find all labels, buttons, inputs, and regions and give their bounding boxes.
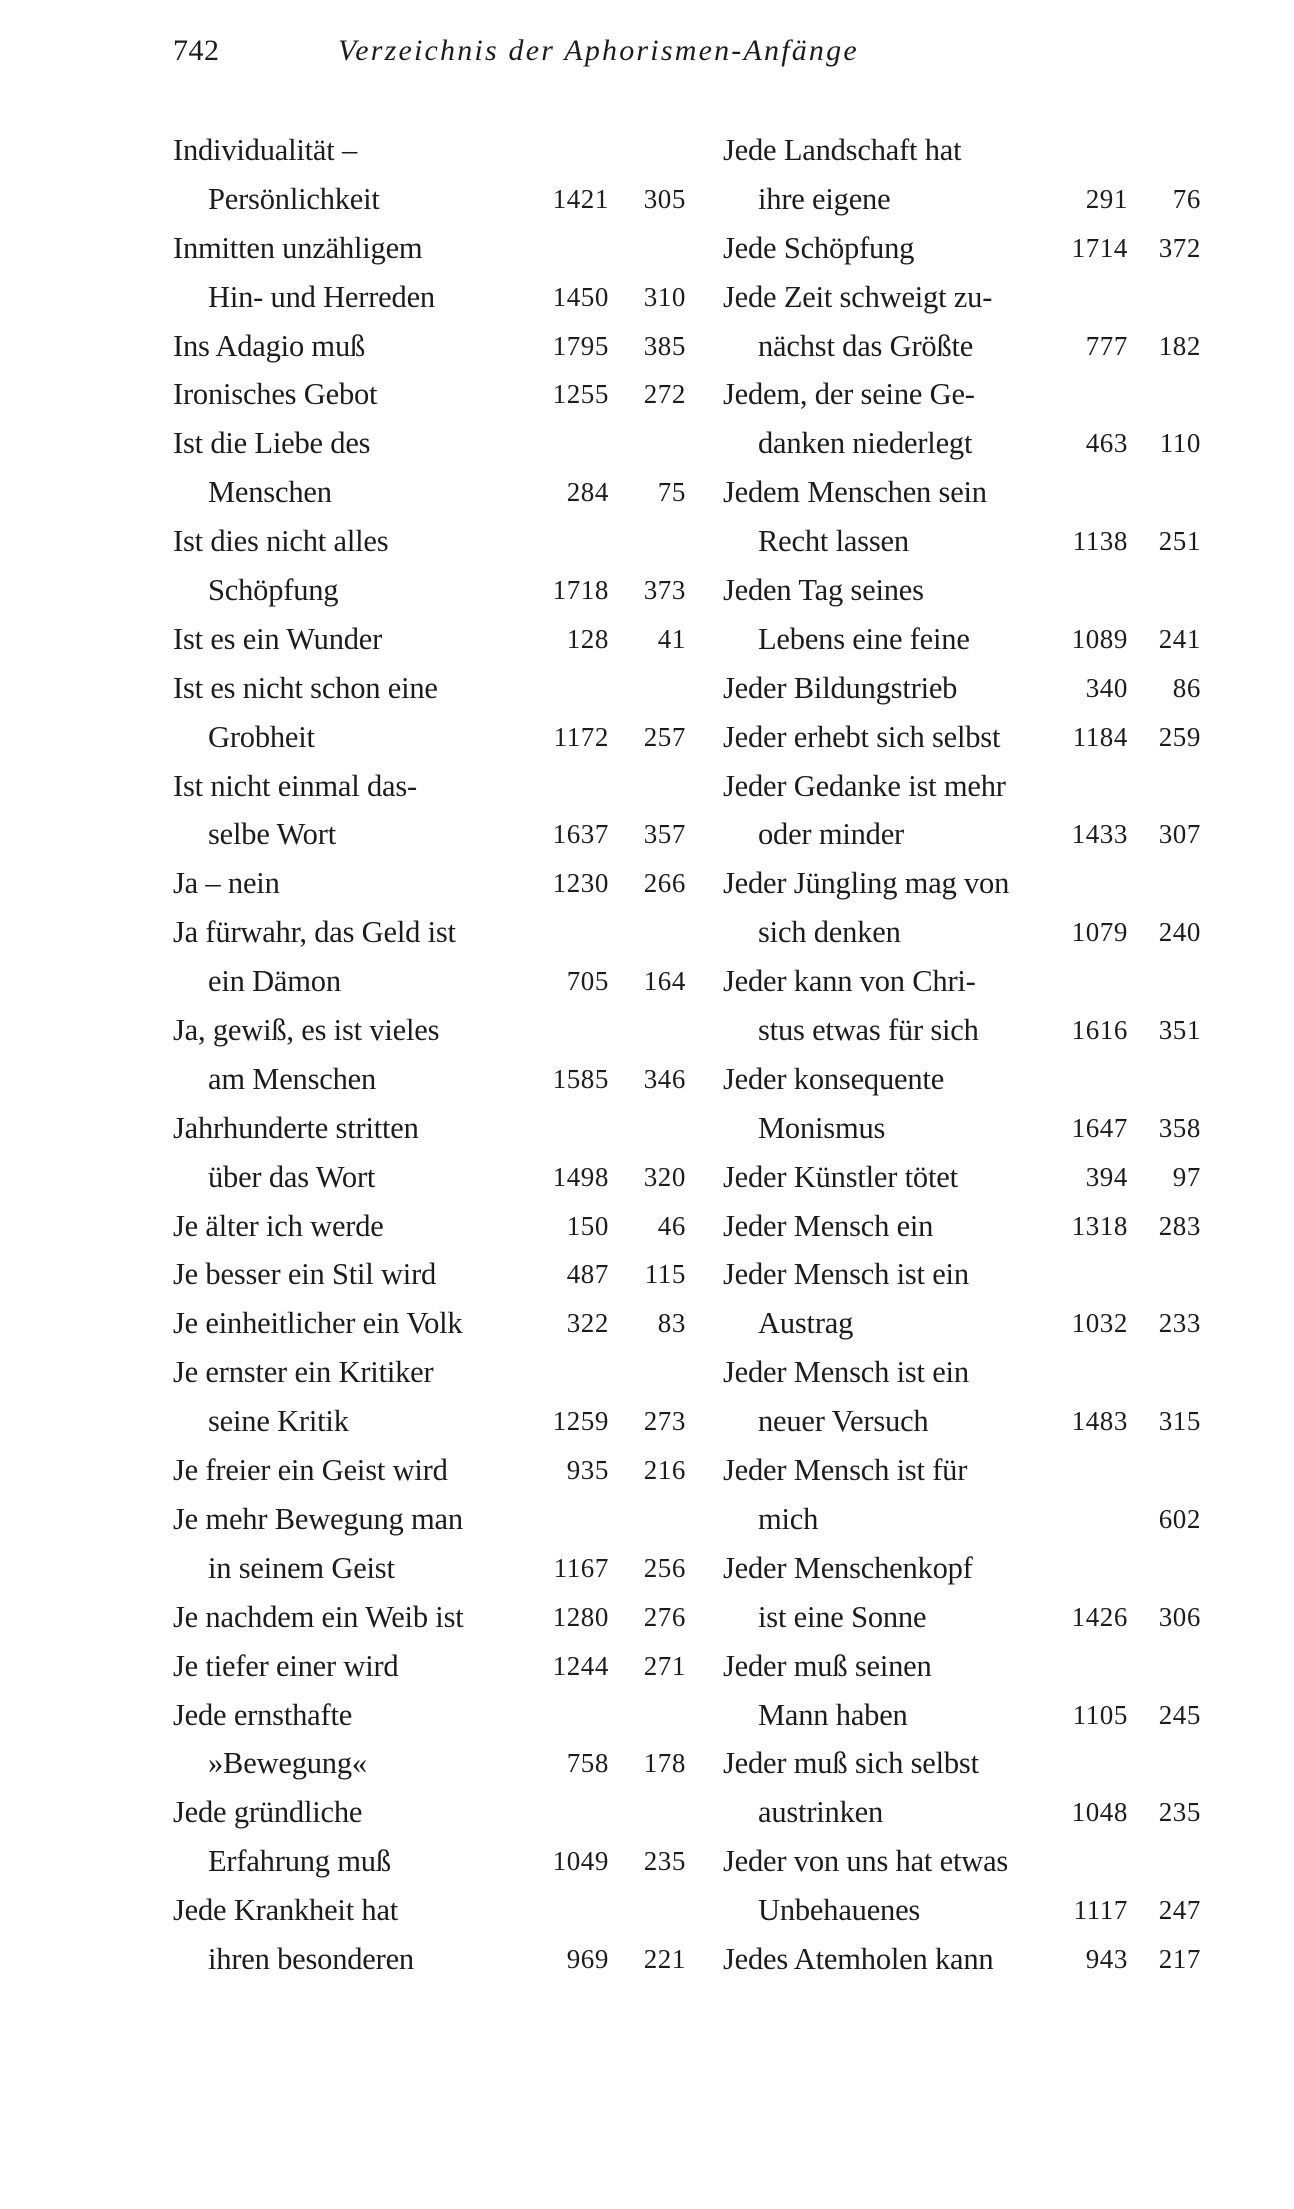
page-reference: 251 xyxy=(1158,526,1201,557)
entry-continuation-line xyxy=(723,1299,1201,1348)
entry-first-line xyxy=(723,762,1201,811)
page-reference: 235 xyxy=(643,1846,686,1877)
index-entry xyxy=(723,859,1201,957)
page-reference: 97 xyxy=(1172,1161,1201,1192)
entry-first-line xyxy=(173,224,686,273)
entry-continuation-line xyxy=(173,175,686,224)
entry-text: Jede ernsthafte xyxy=(173,1697,353,1732)
entry-first-line xyxy=(173,1104,686,1153)
aphorism-number: 1718 xyxy=(552,575,609,606)
index-entry xyxy=(173,1788,686,1886)
page-reference: 86 xyxy=(1172,672,1201,703)
aphorism-number: 1079 xyxy=(1071,917,1128,948)
entry-text: Ist es nicht schon eine xyxy=(173,670,438,705)
entry-text: mich xyxy=(758,1501,819,1536)
entry-continuation-line xyxy=(723,175,1201,224)
entry-first-line xyxy=(173,1299,686,1348)
entry-continuation-line xyxy=(173,1837,686,1886)
entry-text: Persönlichkeit xyxy=(208,181,380,216)
aphorism-number: 1498 xyxy=(552,1161,609,1192)
page-reference: 320 xyxy=(643,1161,686,1192)
entry-text: sich denken xyxy=(758,915,901,950)
index-entry xyxy=(173,1250,686,1299)
entry-first-line xyxy=(723,370,1201,419)
aphorism-number: 128 xyxy=(566,623,609,654)
entry-text: Jeder erhebt sich selbst xyxy=(723,719,1001,754)
index-entry xyxy=(723,1642,1201,1740)
entry-continuation-line xyxy=(723,1788,1201,1837)
aphorism-number: 1089 xyxy=(1071,623,1128,654)
entry-first-line xyxy=(723,1739,1201,1788)
aphorism-number: 1184 xyxy=(1072,721,1128,752)
entry-text: Austrag xyxy=(758,1306,854,1341)
index-entry xyxy=(723,273,1201,371)
aphorism-number: 935 xyxy=(566,1455,609,1486)
entry-continuation-line xyxy=(173,1153,686,1202)
index-entry xyxy=(173,1495,686,1593)
entry-continuation-line xyxy=(723,1691,1201,1740)
entry-first-line xyxy=(173,1691,686,1740)
aphorism-number: 1795 xyxy=(552,330,609,361)
entry-text: Lebens eine feine xyxy=(758,621,970,656)
page-reference: 315 xyxy=(1158,1406,1201,1437)
page-reference: 346 xyxy=(643,1063,686,1094)
aphorism-number: 1167 xyxy=(553,1552,609,1583)
entry-text: Jahrhunderte stritten xyxy=(173,1110,419,1145)
entry-text: Ist es ein Wunder xyxy=(173,621,383,656)
page-reference: 358 xyxy=(1158,1112,1201,1143)
entry-text: austrinken xyxy=(758,1795,884,1830)
index-entry xyxy=(173,762,686,860)
entry-text: Schöpfung xyxy=(208,573,339,608)
index-entry xyxy=(723,1153,1201,1202)
entry-continuation-line xyxy=(173,468,686,517)
aphorism-number: 1616 xyxy=(1071,1015,1128,1046)
page-reference: 305 xyxy=(643,183,686,214)
entry-first-line xyxy=(173,1250,686,1299)
aphorism-number: 322 xyxy=(566,1308,609,1339)
aphorism-number: 1259 xyxy=(552,1406,609,1437)
entry-continuation-line xyxy=(173,1935,686,1984)
aphorism-number: 705 xyxy=(566,966,609,997)
index-entry xyxy=(723,762,1201,860)
page-reference: 182 xyxy=(1158,330,1201,361)
entry-text: Individualität – xyxy=(173,133,357,167)
entry-first-line xyxy=(173,1788,686,1837)
aphorism-number: 1280 xyxy=(552,1601,609,1632)
entry-text: Je freier ein Geist wird xyxy=(173,1453,448,1488)
page-reference: 357 xyxy=(643,819,686,850)
entry-text: Jede Zeit schweigt zu- xyxy=(723,279,993,314)
entry-first-line xyxy=(173,1202,686,1251)
entry-text: Je tiefer einer wird xyxy=(173,1648,399,1683)
entry-text: Erfahrung muß xyxy=(208,1844,391,1879)
aphorism-number: 1049 xyxy=(552,1846,609,1877)
aphorism-number: 969 xyxy=(566,1943,609,1974)
index-entry xyxy=(723,126,1201,224)
entry-continuation-line xyxy=(723,1006,1201,1055)
entry-text: oder minder xyxy=(758,817,905,852)
entry-text: ihre eigene xyxy=(758,181,891,216)
entry-continuation-line xyxy=(723,810,1201,859)
entry-first-line xyxy=(173,908,686,957)
page-reference: 83 xyxy=(657,1308,686,1339)
entry-text: Mann haben xyxy=(758,1697,908,1732)
entry-first-line xyxy=(723,713,1201,762)
index-entry xyxy=(723,468,1201,566)
entry-text: Ins Adagio muß xyxy=(173,328,366,363)
aphorism-number: 777 xyxy=(1085,330,1128,361)
aphorism-number: 1318 xyxy=(1071,1210,1128,1241)
index-entry xyxy=(173,1299,686,1348)
page-reference: 385 xyxy=(643,330,686,361)
entry-first-line xyxy=(173,1495,686,1544)
index-entry xyxy=(723,224,1201,273)
index-entry xyxy=(723,1446,1201,1544)
entry-text: neuer Versuch xyxy=(758,1404,929,1439)
entry-text: Jede gründliche xyxy=(173,1795,363,1830)
index-column-right xyxy=(723,126,1201,1984)
entry-first-line xyxy=(173,1446,686,1495)
index-entry xyxy=(173,1642,686,1691)
entry-text: Ist dies nicht alles xyxy=(173,524,389,559)
index-column-left xyxy=(173,126,686,1984)
entry-text: Jeder muß seinen xyxy=(723,1648,932,1683)
entry-first-line xyxy=(173,859,686,908)
entry-text: Jeder konsequente xyxy=(723,1061,945,1096)
entry-text: Monismus xyxy=(758,1110,886,1145)
entry-first-line xyxy=(723,224,1201,273)
entry-text: Je mehr Bewegung man xyxy=(173,1501,463,1536)
page-reference: 272 xyxy=(643,379,686,410)
index-entry xyxy=(173,224,686,322)
entry-text: Hin- und Herreden xyxy=(208,279,435,314)
entry-text: Ironisches Gebot xyxy=(173,377,378,412)
aphorism-number: 1138 xyxy=(1072,526,1128,557)
aphorism-number: 340 xyxy=(1085,672,1128,703)
entry-first-line xyxy=(173,126,686,175)
page-reference: 164 xyxy=(643,966,686,997)
index-entry xyxy=(723,1544,1201,1642)
index-entry xyxy=(173,908,686,1006)
entry-text: Grobheit xyxy=(208,719,315,754)
entry-text: Jeder kann von Chri- xyxy=(723,964,976,999)
entry-text: ist eine Sonne xyxy=(758,1599,927,1634)
aphorism-number: 1172 xyxy=(553,721,609,752)
entry-continuation-line xyxy=(723,1104,1201,1153)
index-entry xyxy=(173,859,686,908)
entry-first-line xyxy=(723,468,1201,517)
page-reference: 241 xyxy=(1158,623,1201,654)
entry-first-line xyxy=(723,1153,1201,1202)
index-entry xyxy=(723,1348,1201,1446)
entry-text: Jeden Tag seines xyxy=(723,573,924,608)
entry-first-line xyxy=(173,322,686,371)
page-reference: 221 xyxy=(643,1943,686,1974)
aphorism-number: 1230 xyxy=(552,868,609,899)
index-entry xyxy=(723,713,1201,762)
entry-text: Ja – nein xyxy=(173,866,280,901)
entry-first-line xyxy=(173,1006,686,1055)
entry-text: Je besser ein Stil wird xyxy=(173,1257,437,1292)
entry-text: in seinem Geist xyxy=(208,1550,395,1585)
entry-continuation-line xyxy=(723,615,1201,664)
page-reference: 233 xyxy=(1158,1308,1201,1339)
entry-text: ihren besonderen xyxy=(208,1941,414,1976)
aphorism-number: 758 xyxy=(566,1748,609,1779)
page-reference: 245 xyxy=(1158,1699,1201,1730)
aphorism-number: 1433 xyxy=(1071,819,1128,850)
entry-text: Ja fürwahr, das Geld ist xyxy=(173,915,456,950)
page-reference: 306 xyxy=(1158,1601,1201,1632)
index-entry xyxy=(723,1935,1201,1984)
entry-text: Ja, gewiß, es ist vieles xyxy=(173,1013,440,1048)
entry-text: Inmitten unzähligem xyxy=(173,230,423,265)
page-reference: 351 xyxy=(1158,1015,1201,1046)
entry-continuation-line xyxy=(173,713,686,762)
entry-text: Je älter ich werde xyxy=(173,1208,384,1243)
page-reference: 75 xyxy=(657,477,686,508)
entry-first-line xyxy=(723,664,1201,713)
index-entry xyxy=(723,370,1201,468)
index-entry xyxy=(173,322,686,371)
index-entry xyxy=(723,1837,1201,1935)
entry-text: Jede Landschaft hat xyxy=(723,133,962,167)
entry-text: Jeder Mensch ist für xyxy=(723,1453,968,1488)
entry-first-line xyxy=(173,1642,686,1691)
aphorism-number: 1426 xyxy=(1071,1601,1128,1632)
index-entry xyxy=(723,957,1201,1055)
entry-continuation-line xyxy=(723,1495,1201,1544)
page-number: 742 xyxy=(173,34,220,67)
entry-first-line xyxy=(173,1348,686,1397)
entry-continuation-line xyxy=(723,1397,1201,1446)
entry-text: Recht lassen xyxy=(758,524,909,559)
aphorism-number: 487 xyxy=(566,1259,609,1290)
entry-continuation-line xyxy=(723,322,1201,371)
entry-continuation-line xyxy=(723,1593,1201,1642)
entry-first-line xyxy=(723,1055,1201,1104)
running-title: Verzeichnis der Aphorismen-Anfänge xyxy=(338,34,859,67)
page-reference: 259 xyxy=(1158,721,1201,752)
entry-first-line xyxy=(173,419,686,468)
index-entry xyxy=(173,1202,686,1251)
entry-continuation-line xyxy=(723,419,1201,468)
index-entry xyxy=(173,1104,686,1202)
aphorism-number: 1117 xyxy=(1073,1895,1128,1926)
index-entry xyxy=(723,1202,1201,1251)
aphorism-number: 1450 xyxy=(552,281,609,312)
entry-first-line xyxy=(173,664,686,713)
entry-continuation-line xyxy=(723,908,1201,957)
entry-first-line xyxy=(173,1593,686,1642)
page-reference: 178 xyxy=(643,1748,686,1779)
entry-first-line xyxy=(173,517,686,566)
index-entry xyxy=(723,664,1201,713)
page-reference: 307 xyxy=(1158,819,1201,850)
entry-continuation-line xyxy=(173,1055,686,1104)
entry-first-line xyxy=(723,957,1201,1006)
entry-text: Menschen xyxy=(208,475,332,510)
entry-continuation-line xyxy=(173,566,686,615)
entry-first-line xyxy=(723,273,1201,322)
aphorism-number: 1032 xyxy=(1071,1308,1128,1339)
page-reference: 240 xyxy=(1158,917,1201,948)
aphorism-number: 394 xyxy=(1085,1161,1128,1192)
index-entry xyxy=(173,615,686,664)
entry-text: Je nachdem ein Weib ist xyxy=(173,1599,464,1634)
page-reference: 602 xyxy=(1158,1503,1201,1534)
index-entry xyxy=(723,1739,1201,1837)
entry-first-line xyxy=(723,126,1201,175)
entry-text: Jeder Jüngling mag von xyxy=(723,866,1010,901)
index-entry xyxy=(723,1055,1201,1153)
entry-text: ein Dämon xyxy=(208,964,341,999)
entry-text: Jedes Atemholen kann xyxy=(723,1941,994,1976)
entry-text: stus etwas für sich xyxy=(758,1013,979,1048)
entry-first-line xyxy=(723,566,1201,615)
entry-text: Jeder Gedanke ist mehr xyxy=(723,768,1006,803)
entry-first-line xyxy=(723,1837,1201,1886)
entry-first-line xyxy=(173,370,686,419)
entry-first-line xyxy=(723,1642,1201,1691)
entry-text: danken niederlegt xyxy=(758,426,973,461)
entry-text: am Menschen xyxy=(208,1061,377,1096)
page-reference: 256 xyxy=(643,1552,686,1583)
page-reference: 310 xyxy=(643,281,686,312)
entry-text: Jede Krankheit hat xyxy=(173,1893,399,1928)
aphorism-number: 1647 xyxy=(1071,1112,1128,1143)
entry-continuation-line xyxy=(173,810,686,859)
page-reference: 247 xyxy=(1158,1895,1201,1926)
aphorism-number: 943 xyxy=(1085,1943,1128,1974)
entry-text: nächst das Größte xyxy=(758,328,974,363)
page-reference: 283 xyxy=(1158,1210,1201,1241)
page-reference: 217 xyxy=(1158,1943,1201,1974)
index-entry xyxy=(173,517,686,615)
entry-text: Je einheitlicher ein Volk xyxy=(173,1306,463,1341)
index-entry xyxy=(173,1348,686,1446)
entry-text: selbe Wort xyxy=(208,817,336,852)
entry-continuation-line xyxy=(173,1544,686,1593)
entry-text: Ist nicht einmal das- xyxy=(173,768,417,803)
entry-text: Jedem Menschen sein xyxy=(723,475,987,510)
aphorism-number: 284 xyxy=(566,477,609,508)
entry-continuation-line xyxy=(173,1397,686,1446)
index-entry xyxy=(173,419,686,517)
entry-text: Jeder Bildungstrieb xyxy=(723,670,958,705)
page-reference: 235 xyxy=(1158,1797,1201,1828)
entry-first-line xyxy=(173,1886,686,1935)
index-entry xyxy=(173,1446,686,1495)
aphorism-number: 291 xyxy=(1085,183,1128,214)
page-reference: 271 xyxy=(643,1650,686,1681)
entry-first-line xyxy=(173,615,686,664)
index-entry xyxy=(173,370,686,419)
aphorism-number: 1048 xyxy=(1071,1797,1128,1828)
entry-continuation-line xyxy=(723,1886,1201,1935)
entry-text: Jedem, der seine Ge- xyxy=(723,377,975,412)
entry-first-line xyxy=(723,1250,1201,1299)
page-reference: 46 xyxy=(657,1210,686,1241)
entry-text: Jeder Mensch ein xyxy=(723,1208,934,1243)
entry-continuation-line xyxy=(173,957,686,1006)
index-entry xyxy=(173,1886,686,1984)
page-reference: 373 xyxy=(643,575,686,606)
page-reference: 115 xyxy=(644,1259,686,1290)
entry-first-line xyxy=(723,1446,1201,1495)
aphorism-number: 1255 xyxy=(552,379,609,410)
page-reference: 266 xyxy=(643,868,686,899)
aphorism-number: 1105 xyxy=(1072,1699,1128,1730)
index-entry xyxy=(723,566,1201,664)
entry-first-line xyxy=(723,859,1201,908)
aphorism-number: 1585 xyxy=(552,1063,609,1094)
entry-text: Jeder Mensch ist ein xyxy=(723,1257,969,1292)
aphorism-number: 150 xyxy=(566,1210,609,1241)
entry-text: Jeder von uns hat etwas xyxy=(723,1844,1009,1879)
entry-text: Jeder muß sich selbst xyxy=(723,1746,979,1781)
entry-continuation-line xyxy=(723,517,1201,566)
page-reference: 41 xyxy=(657,623,686,654)
index-entry xyxy=(173,1593,686,1642)
entry-first-line xyxy=(723,1935,1201,1984)
index-entry xyxy=(723,1250,1201,1348)
aphorism-number: 1637 xyxy=(552,819,609,850)
page-reference: 110 xyxy=(1159,428,1201,459)
index-entry xyxy=(173,1691,686,1789)
aphorism-number: 463 xyxy=(1085,428,1128,459)
entry-first-line xyxy=(723,1544,1201,1593)
entry-text: Jeder Menschenkopf xyxy=(723,1550,973,1585)
entry-text: Jede Schöpfung xyxy=(723,230,915,265)
page-reference: 76 xyxy=(1172,183,1201,214)
entry-text: Je ernster ein Kritiker xyxy=(173,1355,434,1390)
index-entry xyxy=(173,1006,686,1104)
page-reference: 372 xyxy=(1158,232,1201,263)
aphorism-number: 1483 xyxy=(1071,1406,1128,1437)
page-reference: 273 xyxy=(643,1406,686,1437)
aphorism-number: 1714 xyxy=(1071,232,1128,263)
aphorism-number: 1244 xyxy=(552,1650,609,1681)
entry-text: Ist die Liebe des xyxy=(173,426,371,461)
entry-text: über das Wort xyxy=(208,1159,376,1194)
aphorism-number: 1421 xyxy=(552,183,609,214)
entry-text: Jeder Künstler tötet xyxy=(723,1159,958,1194)
entry-first-line xyxy=(723,1202,1201,1251)
entry-text: seine Kritik xyxy=(208,1404,349,1439)
index-entry xyxy=(173,664,686,762)
entry-first-line xyxy=(723,1348,1201,1397)
page-reference: 276 xyxy=(643,1601,686,1632)
entry-text: Jeder Mensch ist ein xyxy=(723,1355,969,1390)
entry-text: Unbehauenes xyxy=(758,1893,921,1928)
page-reference: 257 xyxy=(643,721,686,752)
entry-text: »Bewegung« xyxy=(208,1746,367,1781)
entry-first-line xyxy=(173,762,686,811)
entry-continuation-line xyxy=(173,273,686,322)
entry-continuation-line xyxy=(173,1739,686,1788)
page-reference: 216 xyxy=(643,1455,686,1486)
index-entry xyxy=(173,126,686,224)
